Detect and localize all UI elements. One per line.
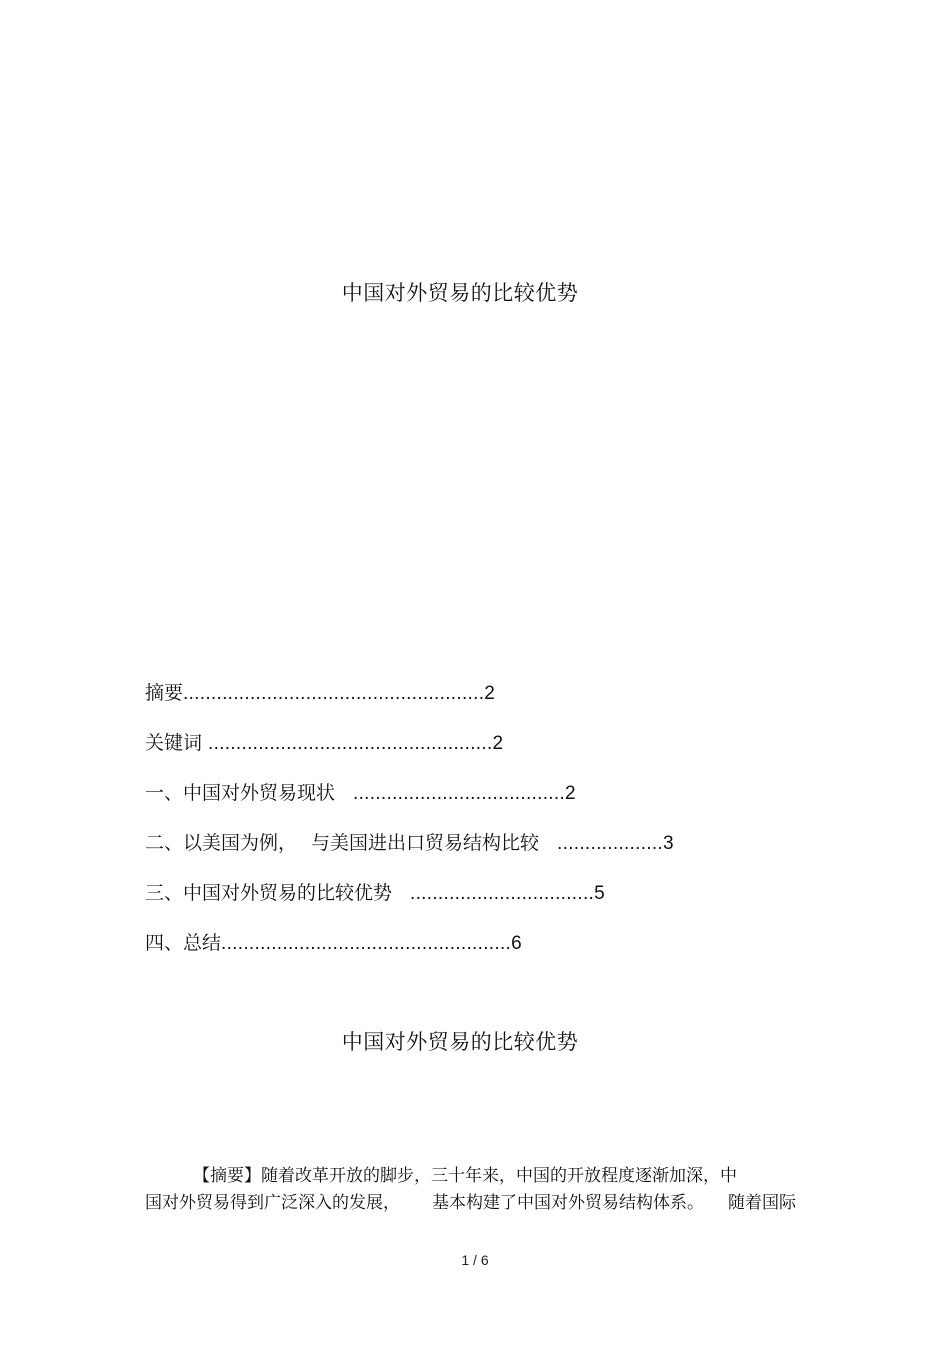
toc-page-number: 3 xyxy=(663,833,674,854)
toc-label: 一、中国对外贸易现状 xyxy=(145,782,336,804)
cover-title: 中国对外贸易的比较优势 xyxy=(341,281,579,305)
toc-label: 三、中国对外贸易的比较优势 xyxy=(145,882,393,904)
toc-label: 关键词 xyxy=(145,732,203,754)
toc-page-number: 2 xyxy=(565,783,576,804)
toc-page-number: 2 xyxy=(484,683,495,704)
toc-leader-dots: ...................................................... xyxy=(183,683,485,704)
toc-label: 四、总结 xyxy=(145,932,222,954)
toc-leader-dots: ................................. xyxy=(410,883,595,904)
toc-leader-dots: ................................................... xyxy=(208,733,493,754)
toc-leader-dots: ...................................... xyxy=(353,783,566,804)
toc-page-number: 2 xyxy=(492,733,504,754)
toc-entry-section-4[interactable] xyxy=(145,928,522,956)
body-title: 中国对外贸易的比较优势 xyxy=(341,1030,579,1054)
toc-label: 摘要 xyxy=(145,682,184,704)
toc-page-number: 5 xyxy=(594,883,605,904)
toc-entry-section-3[interactable] xyxy=(145,878,605,906)
toc-entry-section-1[interactable] xyxy=(145,778,576,806)
abstract-line-1: 【摘要】随着改革开放的脚步，三十年来，中国的开放程度逐渐加深，中 xyxy=(193,1166,737,1186)
toc-entry-abstract[interactable] xyxy=(145,678,495,706)
toc-entry-keywords[interactable] xyxy=(145,728,503,756)
toc-page-number: 6 xyxy=(511,933,522,954)
abstract-line-2-part-b: 基本构建了中国对外贸易结构体系。 xyxy=(432,1193,704,1213)
toc-entry-section-2[interactable] xyxy=(145,828,674,856)
abstract-line-2 xyxy=(145,1190,815,1217)
page-indicator: 1 / 6 xyxy=(461,1252,489,1268)
toc-label-part-a: 二、以美国为例， xyxy=(145,832,298,854)
abstract-paragraph xyxy=(145,1163,815,1217)
toc-leader-dots: .................................................... xyxy=(221,933,512,954)
toc-label-part-b: 与美国进出口贸易结构比较 xyxy=(311,832,540,854)
toc-leader-dots: ................... xyxy=(557,833,664,854)
abstract-line-2-part-c: 随着国际 xyxy=(728,1193,796,1213)
abstract-line-2-part-a: 国对外贸易得到广泛深入的发展， xyxy=(145,1193,400,1213)
